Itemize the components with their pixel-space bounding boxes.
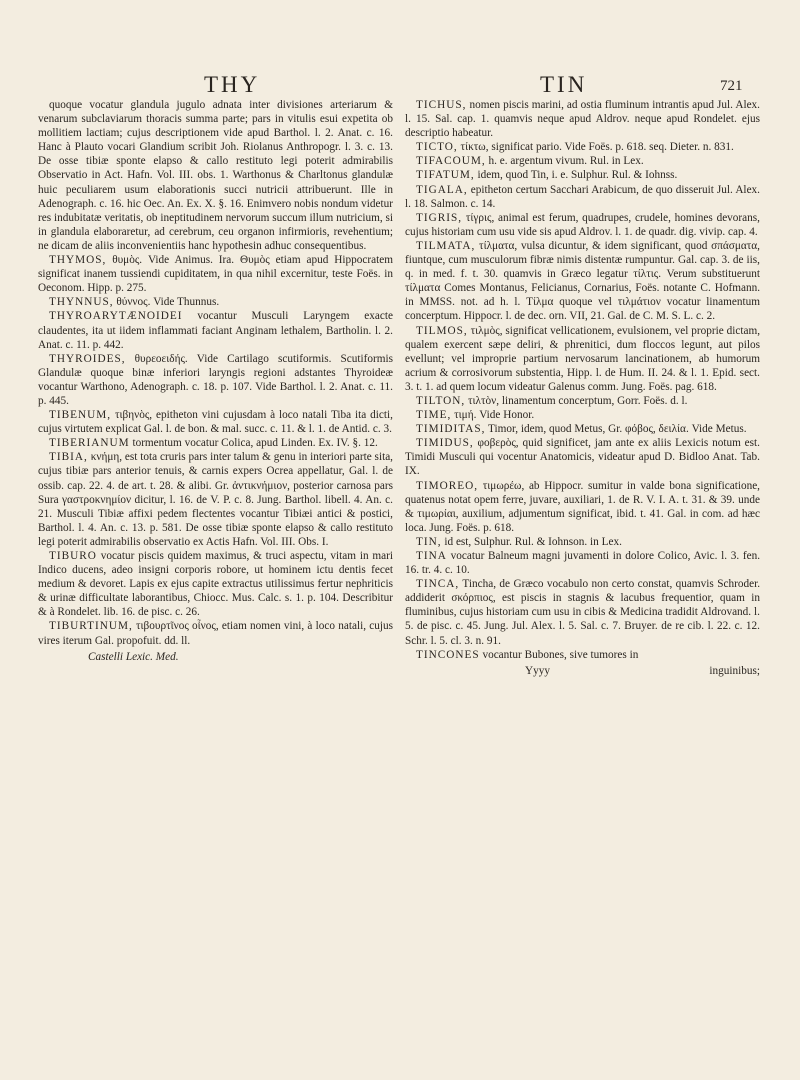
entry-headword: THYNNUS, bbox=[49, 296, 114, 309]
left-footer bbox=[38, 650, 393, 664]
signature-mark: Yyyy bbox=[525, 664, 550, 677]
page-number: 721 bbox=[720, 78, 743, 94]
entry-text: vocantur Bubones, sive tumores in bbox=[482, 648, 639, 661]
dictionary-entry bbox=[405, 183, 760, 211]
dictionary-entry bbox=[405, 408, 760, 422]
entry-headword: TIBENUM, bbox=[49, 409, 112, 422]
entry-text: θυρεοειδής. Vide Cartilago scutiformis. Scutiformis Glandulæ quoque binæ inferiori laryngis regioni adstantes Thyroideæ vocantur Warthono, Adenograph. c. 18. p. 107. Vide Barthol. l. 2. Anat. c. 11. p. 445. bbox=[38, 352, 393, 407]
dictionary-entry bbox=[38, 436, 393, 450]
dictionary-entry bbox=[405, 98, 760, 140]
entry-text: τίλματα, vulsa dicuntur, & idem significant, quod σπάσματα, fiuntque, cum musculorum fibræ nimis distentæ rumpuntur. Gal. cap. 3. de iis, q. in med. f. t. 30. quamvis in Græco legatur τίλτις. Verum substituerunt τίλματα Comes Montanus, Felicianus, Cornarius, Foës. notante C. Hofmann. in MMSS. not. ad h. l. Τίλμα quoque vel τιλμάτιον vocatur linamentum concerptum. Hippocr. l. de dec. orn. VII, 21. Gal. de C. M. S. L. c. 2. bbox=[405, 239, 760, 323]
catchword: inguinibus; bbox=[709, 664, 760, 677]
entry-headword: TIBIA, bbox=[49, 451, 88, 464]
entry-text: τιβηνὸς, epitheton vini cujusdam à loco natali Tiba ita dicti, cujus virtutem explicat Gal. l. de bon. & mal. succ. c. 11. & l. 1. de Antid. c. 3. bbox=[38, 409, 393, 436]
entry-text: τίγρις, animal est ferum, quadrupes, crudele, homines devorans, cujus historiam cum usu vide sis apud Aldrov. l. 1. de quadr. dig. vivip. cap. 4. bbox=[405, 211, 760, 238]
entry-text: Tincha, de Græco vocabulo non certo constat, quamvis Schroder. addiderit σκόρπιος, est piscis in stagnis & lacubus frequentior, quam in fluminibus, cujus historiam cum usu in cibis & Medicina tradidit Aldrovand. l. 5. de pisc. c. 45. Jung. Jul. Alex. l. 5. Sal. c. 7. Bruyer. de re cib. l. 22. c. 12. Schr. l. 5. cl. 3. n. 91. bbox=[405, 578, 760, 647]
entry-headword: TIME, bbox=[416, 409, 452, 422]
dictionary-entry bbox=[405, 479, 760, 535]
entry-text: vocantur Musculi Laryngem exacte claudentes, ita ut iidem inflammati faciant Anginam lethalem, Bartholin. l. 2. Anat. c. 11. p. 442. bbox=[38, 310, 393, 351]
entry-text: τίκτω, significat pario. Vide Foës. p. 618. seq. Dieter. n. 831. bbox=[460, 141, 734, 154]
entry-text: τιλτὸν, linamentum concerptum, Gorr. Foës. d. l. bbox=[468, 394, 688, 407]
dictionary-entry bbox=[405, 154, 760, 168]
entry-headword: TIGRIS, bbox=[416, 211, 463, 224]
entry-text: Timor, idem, quod Metus, Gr. φόβος, δειλία. Vide Metus. bbox=[488, 423, 747, 436]
dictionary-entry bbox=[405, 239, 760, 324]
entry-text: θυμὸς. Vide Animus. Ira. Θυμὸς etiam apud Hippocratem significat inanem tussiendi cupiditatem, in qua nihil excernitur, teste Foës. in Oeconom. Hipp. p. 275. bbox=[38, 254, 393, 295]
dictionary-entry bbox=[405, 422, 760, 436]
dictionary-entry bbox=[405, 577, 760, 647]
dictionary-entry bbox=[405, 140, 760, 154]
dictionary-entry bbox=[38, 549, 393, 619]
entry-headword: TILTON, bbox=[416, 394, 466, 407]
dictionary-entry bbox=[405, 648, 760, 662]
entry-text: κνήμη, est tota cruris pars inter talum & genu in interiori parte sita, cujus tibiæ pars anterior tenuis, & carnis expers Ocrea appellatur, Gal. l. de ossib. cap. 22. 4. de art. t. 28. & alibi. Gr. ἀντικνήμιον, posterior carnosa pars Sura γαστροκνημίον dicitur, l. 16. de V. P. c. 8. Jung. Barthol. libell. 4. An. c. 21. Musculi Tibiæ affixi pedem flectentes vocantur Tibiæi antici & postici, Barthol. l. 4. An. c. 13. p. 581. De osse tibiæ sponte elapso & callo restituto legi poterit admirabilis observatio ex Actis Hafn. Vol. III. Obs. I. bbox=[38, 451, 393, 548]
entry-headword: TINCONES bbox=[416, 648, 480, 661]
entry-text: vocatur Balneum magni juvamenti in dolore Colico, Avic. l. 3. fen. 16. tr. 4. c. 10. bbox=[405, 550, 760, 577]
dictionary-entry bbox=[405, 324, 760, 394]
entry-text: τιβουρτῖνος οἶνος, etiam nomen vini, à loco natali, cujus vires iterum Gal. propofuit. dd. ll. bbox=[38, 620, 393, 647]
entry-text: id est, Sulphur. Rul. & Iohnson. in Lex. bbox=[444, 535, 622, 548]
entry-headword: TIFATUM, bbox=[416, 169, 475, 182]
entry-text: quoque vocatur glandula jugulo adnata inter divisiones arteriarum & venarum subclaviarum thoracis summa parte; pars in vitulis esui expetita ob mollitiem lactiam; cujus descriptionem vide apud Barthol. l. 2. Anat. c. 16. Hanc à Plauto vocari Glandium scribit Joh. Riolanus Anthropogr. l. 3. c. 13. De osse tibiæ sponte elapso & callo restituto legi poterit admirabilis Observatio in Act. Hafn. Vol. III. obs. 1. Warthonus & Charltonus glandulæ huic peculiarem usum elaborationis succi nutricii attribuerunt. Ille in Adenograph. c. 16. hic Oec. An. Ex. X. §. 16. Enimvero nobis nondum videtur res indubitatæ veritatis, ob ineptitudinem nervorum succum illum nutricium, si in glandula elaboraretur, ad cerebrum, ceu organon infirmioris, revehentium; ne dicam de aliis inconvenientiis hanc hypothesin adhuc consequentibus. bbox=[38, 99, 393, 252]
entry-text: τιλμὸς, significat vellicationem, evulsionem, vel proprie dictam, qualem exercent sæpe deliri, & phrenitici, dum floccos legunt, aut pilos evellunt; vel improprie partium nervosarum lancinationem, ab humorum acrium & corrosivorum substentia, Hipp. l. de Hum. II. 24. & l. 1. Epid. sect. 3. t. 1. ad quem locum videatur Galenus comm. Jung. Foës. pag. 618. bbox=[405, 324, 760, 393]
dictionary-entry bbox=[405, 211, 760, 239]
entry-text: idem, quod Tin, i. e. Sulphur. Rul. & Iohnss. bbox=[477, 169, 678, 182]
entry-headword: TIFACOUM, bbox=[416, 155, 486, 168]
entry-text: φοβερὸς, quid significet, jam ante ex aliis Lexicis notum est. Timidi Musculi qui vocentur Anatomicis, videatur apud D. Bidloo Anat. Tab. IX. bbox=[405, 437, 760, 478]
entry-headword: TIBURO bbox=[49, 550, 97, 562]
dictionary-entry bbox=[405, 394, 760, 408]
dictionary-entry bbox=[405, 549, 760, 577]
dictionary-entry bbox=[38, 408, 393, 436]
dictionary-entry bbox=[38, 619, 393, 647]
entry-headword: TINCA, bbox=[416, 578, 460, 591]
header-right: TIN bbox=[540, 72, 588, 97]
entry-headword: THYROIDES, bbox=[49, 352, 126, 365]
entry-headword: TILMOS, bbox=[416, 324, 468, 337]
entry-text: τιμή. Vide Honor. bbox=[454, 409, 535, 422]
entry-headword: TILMATA, bbox=[416, 239, 476, 252]
entry-headword: TIGALA, bbox=[416, 183, 468, 196]
entry-headword: THYMOS, bbox=[49, 254, 107, 267]
right-footer bbox=[405, 664, 760, 678]
dictionary-entry bbox=[405, 535, 760, 549]
entry-text: tormentum vocatur Colica, apud Linden. Ex. IV. §. 12. bbox=[132, 437, 378, 450]
entry-headword: TIMOREO, bbox=[416, 479, 479, 492]
entry-headword: TIMIDITAS, bbox=[416, 423, 486, 436]
entry-text: epitheton certum Sacchari Arabicum, de quo disseruit Jul. Alex. l. 18. Salmon. c. 14. bbox=[405, 183, 760, 210]
entry-headword: TINA bbox=[416, 550, 447, 562]
entry-text: h. e. argentum vivum. Rul. in Lex. bbox=[488, 155, 644, 168]
dictionary-entry bbox=[38, 98, 393, 253]
right-column bbox=[405, 98, 760, 1058]
dictionary-entry bbox=[38, 253, 393, 295]
entry-headword: TICTO, bbox=[416, 141, 458, 154]
dictionary-entry bbox=[38, 450, 393, 549]
entry-headword: THYROARYTÆNOIDEI bbox=[49, 310, 183, 323]
entry-headword: TIN, bbox=[416, 535, 442, 548]
dictionary-entry bbox=[38, 352, 393, 408]
entry-text: nomen piscis marini, ad ostia fluminum intrantis apud Jul. Alex. l. 15. Sal. cap. 1. quamvis neque apud Aldrov. neque apud Rondelet. ejus descriptio habeatur. bbox=[405, 99, 760, 140]
entry-headword: TICHUS, bbox=[416, 99, 467, 111]
dictionary-entry bbox=[405, 436, 760, 478]
left-column bbox=[38, 98, 393, 1058]
dictionary-entry bbox=[405, 168, 760, 182]
dictionary-entry bbox=[38, 295, 393, 309]
entry-headword: TIMIDUS, bbox=[416, 437, 474, 450]
entry-headword: TIBURTINUM, bbox=[49, 620, 133, 633]
header-left: THY bbox=[204, 72, 261, 97]
entry-text: vocatur piscis quidem maximus, & truci aspectu, vitam in mari Indico ducens, adeo insigni corporis robore, ut hominem ictu dentis fecet medium & devoret. Lapis ex ejus capite extractus utilissimus fertur nephriticis & urinæ difficultate laborantibus, Chiocc. Mus. Calc. s. 1. p. 104. Describitur & à Rondelet. lib. 16. de pisc. c. 26. bbox=[38, 550, 393, 619]
entry-text: θύννος. Vide Thunnus. bbox=[116, 296, 220, 309]
footer-running-title: Castelli Lexic. Med. bbox=[88, 650, 179, 663]
entry-text: τιμωρέω, ab Hippocr. sumitur in valde bona significatione, quatenus notat opem ferre, juvare, auxiliari, 1. de R. V. I. A. t. 31. & 39. unde & τιμωρίαι, auxilium, adjumentum significat, ibid. t. 41. Gal. in com. ad hæc loca. Jung. Foës. p. 618. bbox=[405, 479, 760, 534]
entry-headword: TIBERIANUM bbox=[49, 437, 130, 450]
dictionary-entry bbox=[38, 309, 393, 351]
